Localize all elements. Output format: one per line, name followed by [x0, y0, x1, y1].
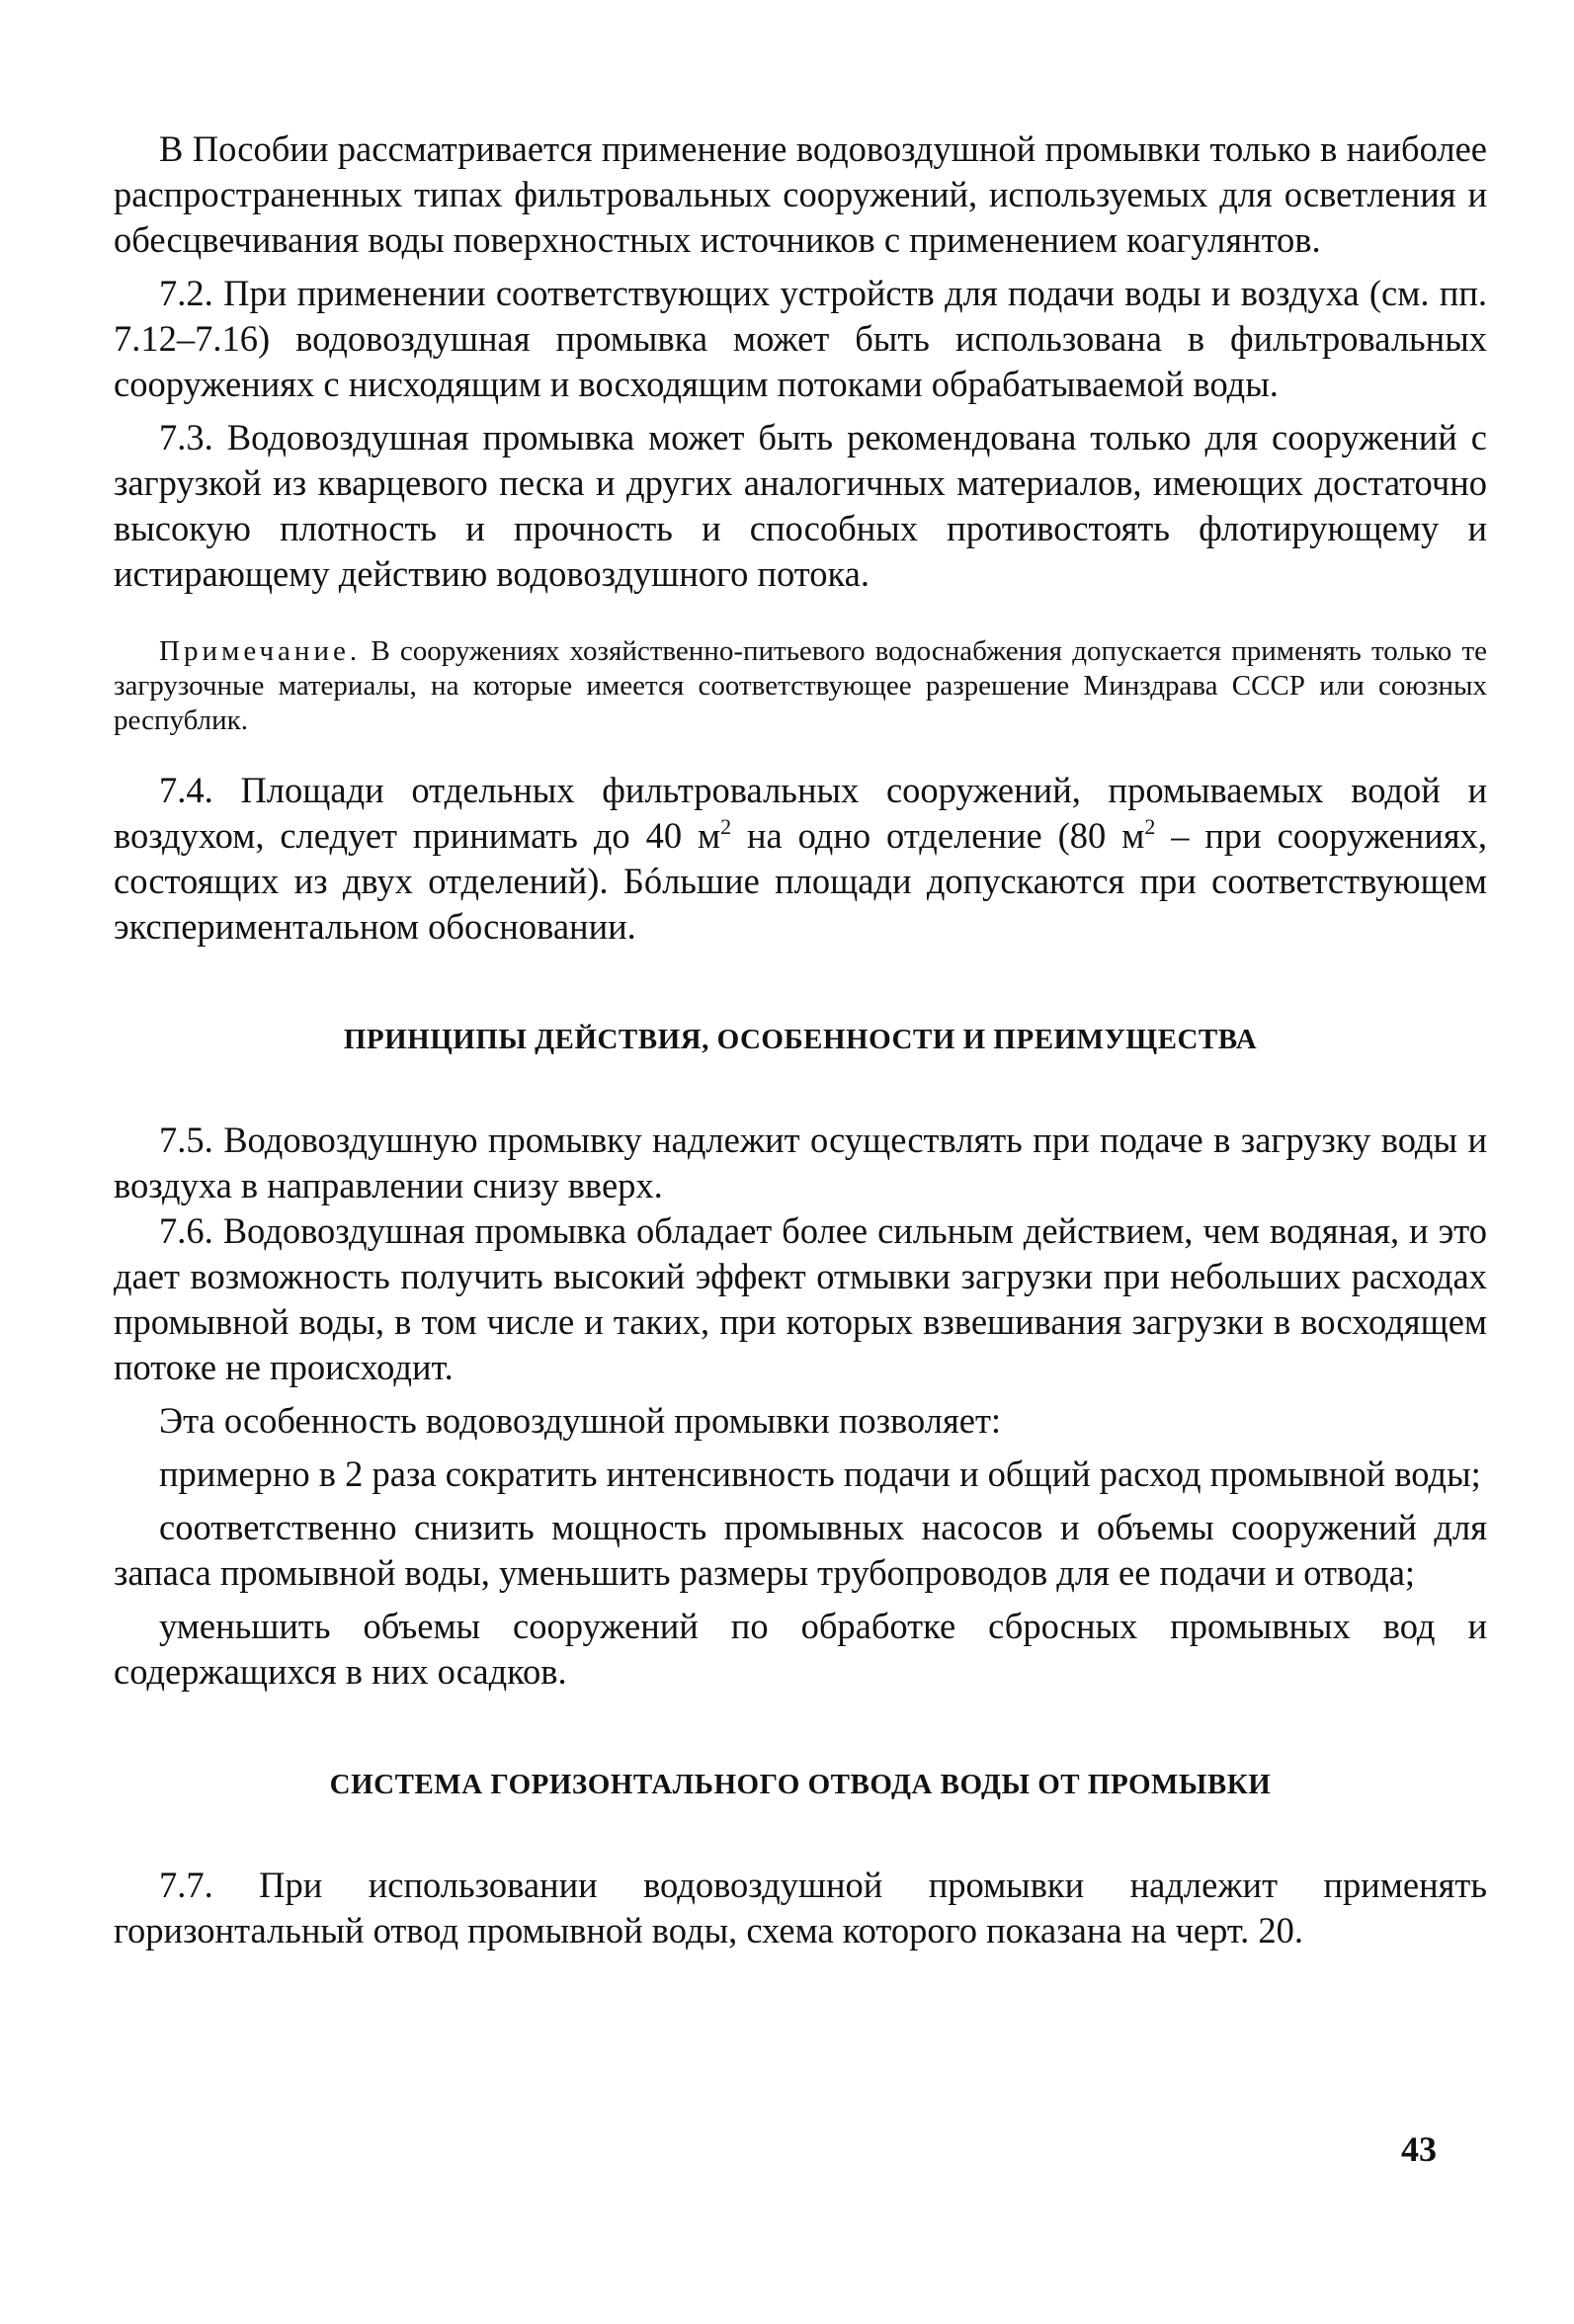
paragraph-7-5 [114, 1118, 1487, 1208]
paragraph-text: – при сооружениях, состоящих из двух отделений). Бóльшие площади допускаются при соответствующем экспериментальном обосновании. [114, 815, 1487, 947]
superscript: 2 [720, 814, 732, 839]
paragraph-text: на одно отделение (80 м [731, 815, 1145, 856]
paragraph-7-3 [114, 415, 1487, 597]
paragraph-number: 7.4. [159, 770, 213, 810]
superscript: 2 [1144, 814, 1156, 839]
paragraph-7-6 [114, 1208, 1487, 1390]
paragraph-text: При использовании водовоздушной промывки надлежит применять горизонтальный отвод промывной воды, схема которого показана на черт. 20. [114, 1865, 1487, 1950]
paragraph-text: В Пособии рассматривается применение водовоздушной промывки только в наиболее распространенных типах фильтровальных сооружений, используемых для осветления и обесцвечивания воды поверхностных источников с применением коагулянтов. [114, 128, 1487, 260]
document-page [114, 126, 1487, 1953]
paragraph-7-7 [114, 1863, 1487, 1953]
page-number: 43 [1401, 2129, 1437, 2169]
paragraph-number: 7.2. [159, 273, 213, 313]
paragraph-number: 7.5. [159, 1120, 213, 1160]
paragraph-text: Водовоздушная промывка может быть рекомендована только для сооружений с загрузкой из кварцевого песка и других аналогичных материалов, имеющих достаточно высокую плотность и прочность и способных противостоять флотирующему и истирающему действию водовоздушного потока. [114, 417, 1487, 594]
note-label: Примечание. [159, 635, 362, 667]
paragraph-text: соответственно снизить мощность промывных насосов и объемы сооружений для запаса промывной воды, уменьшить размеры трубопроводов для ее подачи и отвода; [114, 1507, 1487, 1593]
list-item [114, 1452, 1487, 1497]
section-heading-drainage: СИСТЕМА ГОРИЗОНТАЛЬНОГО ОТВОДА ВОДЫ ОТ ПРОМЫВКИ [329, 1769, 1272, 1800]
paragraph-7-2 [114, 271, 1487, 407]
paragraph-number: 7.3. [159, 417, 213, 457]
paragraph-text: Водовоздушную промывку надлежит осуществлять при подаче в загрузку воды и воздуха в направлении снизу вверх. [114, 1120, 1487, 1205]
paragraph-text: примерно в 2 раза сократить интенсивность подачи и общий расход промывной воды; [159, 1453, 1481, 1494]
list-item [114, 1505, 1487, 1596]
paragraph-number: 7.7. [159, 1865, 213, 1905]
note-block [114, 634, 1487, 738]
paragraph-text: Водовоздушная промывка обладает более сильным действием, чем водяная, и это дает возможность получить высокий эффект отмывки загрузки при небольших расходах промывной воды, в том числе и таких, при которых взвешивания загрузки в восходящем потоке не происходит. [114, 1210, 1487, 1387]
paragraph-text: Площади отдельных фильтровальных сооружений, промываемых водой и воздухом, следует принимать до 40 м [114, 770, 1487, 856]
note-text: В сооружениях хозяйственно-питьевого водоснабжения допускается применять только те загрузочные материалы, на которые имеется соответствующее разрешение Минздрава СССР или союзных республик. [114, 635, 1487, 736]
paragraph-7-4 [114, 768, 1487, 950]
paragraph-text: уменьшить объемы сооружений по обработке сбросных промывных вод и содержащихся в них осадков. [114, 1606, 1487, 1692]
paragraph-text: Эта особенность водовоздушной промывки позволяет: [159, 1400, 1002, 1441]
list-item [114, 1604, 1487, 1695]
paragraph-lead [114, 1398, 1487, 1444]
paragraph-text: При применении соответствующих устройств для подачи воды и воздуха (см. пп. 7.12–7.16) водовоздушная промывка может быть использована в фильтровальных сооружениях с нисходящим и восходящим потоками обрабатываемой воды. [114, 273, 1487, 404]
paragraph-intro [114, 126, 1487, 263]
paragraph-number: 7.6. [159, 1210, 213, 1251]
section-heading-principles: ПРИНЦИПЫ ДЕЙСТВИЯ, ОСОБЕННОСТИ И ПРЕИМУЩЕСТВА [343, 1024, 1258, 1055]
